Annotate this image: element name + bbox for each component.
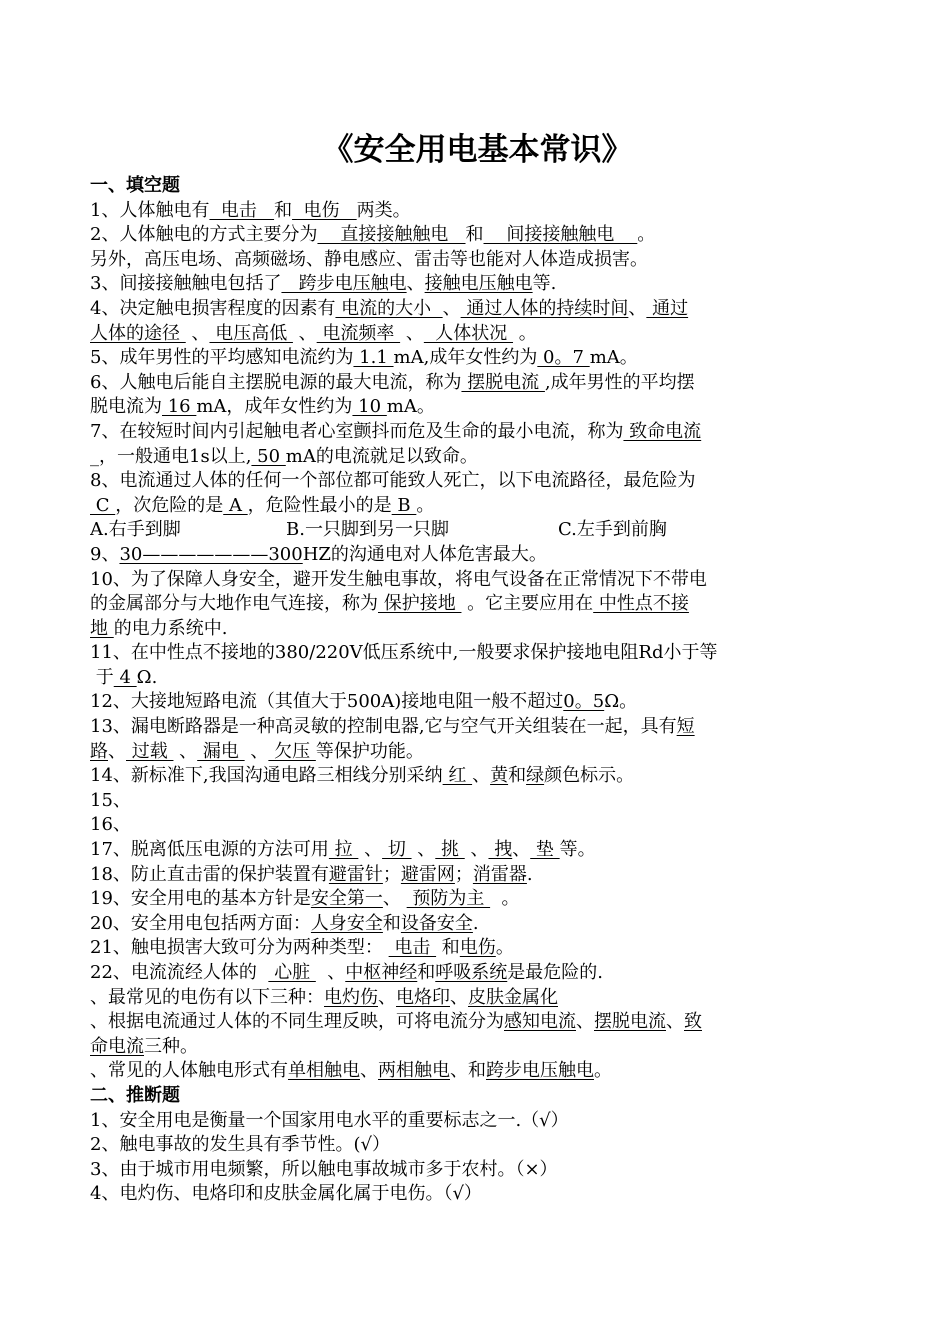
text-segment: 两类。 — [356, 199, 411, 221]
text-segment: 、根据电流通过人体的不同生理反映，可将电流分为 — [90, 1011, 504, 1033]
answer-blank: 欠压 — [268, 740, 316, 762]
text-segment: 9、 — [90, 543, 120, 565]
text-line — [90, 813, 865, 838]
answer-blank: 4 — [113, 666, 137, 688]
text-segment: 、 — [400, 322, 424, 344]
answer-options — [90, 518, 865, 543]
option-c: C.左手到前胸 — [558, 519, 667, 541]
answer-blank: 致命电流 — [623, 420, 702, 442]
text-line — [90, 322, 865, 347]
text-segment: ； — [454, 863, 473, 885]
answer-blank: 呼吸系统 — [435, 962, 508, 983]
answer-blank: 电灼伤 — [324, 986, 378, 1008]
text-line — [90, 1158, 865, 1183]
text-line — [90, 1182, 865, 1207]
text-segment: Ω. — [136, 666, 158, 688]
text-segment: 20、安全用电包括两方面： — [90, 912, 311, 934]
text-segment: 19、安全用电的基本方针是 — [90, 888, 311, 910]
text-line — [90, 1133, 865, 1158]
text-segment: 。 — [416, 494, 435, 516]
answer-blank: 路 — [90, 740, 108, 762]
text-segment: 三种。 — [144, 1035, 198, 1057]
answer-blank: 保护接地 — [378, 593, 462, 615]
text-segment: 、 — [450, 986, 468, 1008]
text-segment: 22、电流流经人体的 — [90, 962, 269, 983]
section-heading-fill-in: 一、填空题 — [90, 175, 180, 196]
answer-blank: 电流的大小 — [335, 297, 443, 319]
text-line — [90, 961, 865, 986]
answer-blank: 拉 — [328, 839, 359, 861]
section-heading-judgement: 二、推断题 — [90, 1084, 180, 1106]
text-segment: 是最危险的. — [507, 962, 603, 983]
text-segment: 、 — [185, 322, 210, 344]
answer-blank: 黄 — [490, 765, 509, 787]
text-segment: 。 — [495, 937, 514, 959]
text-segment: 3、间接接触触电包括了 — [90, 273, 282, 295]
text-line — [90, 764, 865, 789]
text-segment: 2、触电事故的发生具有季节性。(√） — [90, 1134, 390, 1156]
text-segment: 和 — [274, 199, 293, 221]
text-segment: 、 — [411, 839, 436, 861]
text-segment: 、和 — [450, 1060, 486, 1082]
answer-blank: 电伤 — [292, 199, 357, 221]
answer-blank: 消雷器 — [472, 863, 527, 885]
text-segment: 等保护功能。 — [315, 740, 424, 762]
answer-blank: 摆脱电流 — [461, 371, 545, 393]
answer-blank: 电流频率 — [316, 322, 401, 344]
text-line — [90, 789, 865, 814]
text-segment: 、 — [406, 273, 425, 295]
text-segment: Ω。 — [604, 691, 638, 713]
text-line — [90, 1109, 865, 1134]
text-line — [90, 887, 865, 912]
answer-blank: 垫 — [530, 839, 560, 861]
answer-blank: 通过 — [646, 297, 689, 319]
text-segment: 21、触电损害大致可分为两种类型： — [90, 937, 389, 959]
answer-blank: 通过人体的持续时间 — [460, 297, 629, 319]
text-segment: 和 — [508, 765, 527, 787]
text-segment: 、常见的人体触电形式有 — [90, 1060, 288, 1082]
answer-blank: 电伤 — [459, 937, 496, 959]
text-segment: mA的电流就足以致命。 — [285, 445, 478, 467]
text-segment: 、 — [576, 1011, 594, 1033]
document-page — [90, 128, 865, 1207]
text-segment: 3、由于城市用电频繁，所以触电事故城市多于农村。（×） — [90, 1158, 558, 1180]
text-segment: 2、人体触电的方式主要分为 — [90, 224, 318, 246]
page-title: 《安全用电基本常识》 — [322, 132, 633, 168]
text-segment: 和 — [436, 937, 460, 959]
text-segment: 、 — [173, 740, 198, 762]
text-line — [90, 297, 865, 322]
text-segment: mA。 — [386, 396, 435, 418]
option-a: A.右手到脚 — [90, 519, 181, 541]
answer-blank: 避雷网 — [400, 863, 455, 885]
text-line — [90, 690, 865, 715]
text-segment: 5、成年男性的平均感知电流约为 — [90, 347, 354, 369]
answer-blank: 设备安全 — [400, 912, 473, 934]
text-line — [90, 666, 865, 691]
text-segment: 12、大接地短路电流（其值大于500A)接地电阻一般不超过 — [90, 691, 564, 713]
text-line — [90, 936, 865, 961]
answer-blank: A — [223, 494, 248, 516]
text-line — [90, 445, 865, 470]
answer-blank: 心脏 — [268, 962, 316, 983]
answer-blank: 挑 — [435, 839, 465, 861]
answer-blank: 接触电压触电 — [424, 273, 533, 295]
text-segment: HZ的沟通电对人体危害最大。 — [302, 543, 547, 565]
answer-blank: 0。7 — [537, 347, 590, 369]
text-segment: 1、人体触电有 — [90, 199, 210, 221]
answer-blank: 摆脱电流 — [594, 1011, 666, 1033]
text-line — [90, 740, 865, 765]
text-segment: 。它主要应用在 — [461, 593, 594, 615]
document-body — [90, 199, 865, 1207]
text-segment: 、 — [472, 765, 491, 787]
answer-blank: C — [90, 494, 116, 516]
text-segment: 等。 — [559, 839, 596, 861]
text-segment: 。 — [637, 224, 656, 246]
answer-blank: 间接接触触电 — [483, 224, 638, 246]
answer-blank: 拽 — [488, 839, 513, 861]
answer-blank: 绿 — [526, 765, 545, 787]
text-line — [90, 543, 865, 568]
answer-blank: 跨步电压触电 — [281, 273, 407, 295]
text-segment: mA，成年女性约为 — [196, 396, 353, 418]
text-line — [90, 592, 865, 617]
text-segment: 、 — [315, 962, 346, 983]
answer-blank: 预防为主 — [406, 888, 491, 910]
text-segment: 14、新标准下,我国沟通电路三相线分别采纳 — [90, 765, 443, 787]
text-segment: 10、为了保障人身安全，避开发生触电事故，将电气设备在正常情况下不带电 — [90, 568, 707, 590]
text-segment: 、 — [382, 888, 407, 910]
text-segment: 于 — [90, 666, 114, 688]
text-segment: 13、漏电断路器是一种高灵敏的控制电器,它与空气开关组装在一起，具有 — [90, 716, 677, 738]
text-segment: ，危险性最小的是 — [247, 494, 392, 516]
text-segment: ； — [382, 863, 401, 885]
answer-blank: 漏电 — [197, 740, 245, 762]
answer-blank: 1.1 — [353, 347, 394, 369]
text-segment: . — [472, 912, 479, 934]
text-segment: 4、决定触电损害程度的因素有 — [90, 297, 336, 319]
answer-blank: 电击 — [388, 937, 437, 959]
text-segment: mA。 — [589, 347, 638, 369]
answer-blank: 切 — [382, 839, 412, 861]
text-segment: 等. — [532, 273, 557, 295]
answer-blank: 中性点不接 — [593, 593, 689, 615]
answer-blank: 0。5 — [563, 691, 605, 713]
text-line — [90, 568, 865, 593]
answer-blank: 红 — [442, 765, 473, 787]
text-segment: 17、脱离低压电源的方法可用 — [90, 839, 329, 861]
answer-blank: 30———————300 — [119, 543, 303, 565]
text-line — [90, 346, 865, 371]
answer-blank: 避雷针 — [328, 863, 383, 885]
text-line — [90, 986, 865, 1011]
text-line — [90, 641, 865, 666]
text-line — [90, 715, 865, 740]
answer-blank: 电压高低 — [209, 322, 293, 344]
text-line — [90, 1010, 865, 1035]
answer-blank: 50 — [251, 445, 286, 467]
text-segment: 的电力系统中. — [113, 617, 228, 639]
text-segment: 、 — [512, 839, 531, 861]
text-segment: 另外，高压电场、高频磁场、静电感应、雷击等也能对人体造成损害。 — [90, 248, 648, 270]
text-segment: 、 — [358, 839, 383, 861]
text-segment: ，一般通电1s以上, — [99, 445, 252, 467]
text-segment: 、 — [666, 1011, 684, 1033]
text-segment: 、 — [464, 839, 489, 861]
text-segment: 11、在中性点不接地的380/220V低压系统中,一般要求保护接地电阻Rd小于等 — [90, 642, 718, 664]
answer-blank: 地 — [90, 617, 114, 639]
answer-blank: 电击 — [209, 199, 275, 221]
text-line — [90, 1035, 865, 1060]
text-line — [90, 420, 865, 445]
answer-blank: 皮肤金属化 — [468, 986, 558, 1008]
text-segment: 7、在较短时间内引起触电者心室颤抖而危及生命的最小电流，称为 — [90, 420, 624, 442]
text-segment: 。 — [490, 888, 520, 910]
text-segment: 和 — [465, 224, 484, 246]
text-line — [90, 199, 865, 224]
answer-blank: 人身安全 — [310, 912, 383, 934]
answer-blank: 人体的途径 — [90, 322, 186, 344]
text-segment: 、 — [108, 740, 126, 762]
text-line — [90, 469, 865, 494]
text-segment: 、 — [360, 1060, 378, 1082]
text-segment: 1、安全用电是衡量一个国家用电水平的重要标志之一.（√） — [90, 1109, 569, 1131]
text-segment: 16、 — [90, 814, 131, 836]
answer-blank: 人体状况 — [423, 322, 514, 344]
text-line — [90, 223, 865, 248]
text-line — [90, 617, 865, 642]
text-line — [90, 863, 865, 888]
answer-blank: 过载 — [126, 740, 174, 762]
text-segment: 18、防止直击雷的保护装置有 — [90, 863, 329, 885]
answer-blank: 感知电流 — [504, 1011, 576, 1033]
answer-blank: 命电流 — [90, 1035, 144, 1057]
text-line — [90, 494, 865, 519]
answer-blank: 安全第一 — [310, 888, 383, 910]
text-segment: 和 — [417, 962, 436, 983]
text-segment: 。 — [513, 322, 537, 344]
text-segment: 、最常见的电伤有以下三种： — [90, 986, 324, 1008]
text-segment: ,成年男性的平均摆 — [544, 371, 695, 393]
text-segment: 4、电灼伤、电烙印和皮肤金属化属于电伤。（√） — [90, 1183, 482, 1205]
text-segment: 的金属部分与大地作电气连接，称为 — [90, 593, 378, 615]
answer-blank: 单相触电 — [288, 1060, 360, 1082]
answer-blank: 中枢神经 — [345, 962, 418, 983]
option-b: B.一只脚到另一只脚 — [286, 519, 449, 541]
answer-blank: 跨步电压触电 — [486, 1060, 594, 1082]
answer-blank: 10 — [352, 396, 387, 418]
answer-blank: 直接接触触电 — [317, 224, 466, 246]
text-line — [90, 912, 865, 937]
text-line — [90, 272, 865, 297]
text-segment: 、 — [628, 297, 647, 319]
text-segment: 8、电流通过人体的任何一个部位都可能致人死亡，以下电流路径，最危险为 — [90, 470, 696, 492]
answer-blank: 两相触电 — [378, 1060, 450, 1082]
text-segment: 和 — [382, 912, 401, 934]
text-line — [90, 1059, 865, 1084]
text-segment: 、 — [442, 297, 461, 319]
text-segment: 。 — [594, 1060, 612, 1082]
text-segment: 脱电流为 — [90, 396, 162, 418]
text-segment: _ — [90, 445, 99, 467]
text-segment: mA,成年女性约为 — [393, 347, 538, 369]
answer-blank: 致 — [684, 1011, 702, 1033]
text-segment: 、 — [378, 986, 396, 1008]
answer-blank: 短 — [676, 716, 695, 738]
text-segment: 颜色标示。 — [544, 765, 635, 787]
text-segment: . — [526, 863, 533, 885]
text-segment: 6、人触电后能自主摆脱电源的最大电流，称为 — [90, 371, 462, 393]
text-segment: 、 — [292, 322, 317, 344]
text-line — [90, 838, 865, 863]
text-line — [90, 395, 865, 420]
text-segment: 、 — [244, 740, 269, 762]
answer-blank: 电烙印 — [396, 986, 450, 1008]
text-line — [90, 248, 865, 273]
answer-blank: B — [391, 494, 417, 516]
answer-blank: 16 — [162, 396, 197, 418]
text-segment: ，次危险的是 — [115, 494, 224, 516]
text-line — [90, 371, 865, 396]
text-segment: 15、 — [90, 789, 131, 811]
